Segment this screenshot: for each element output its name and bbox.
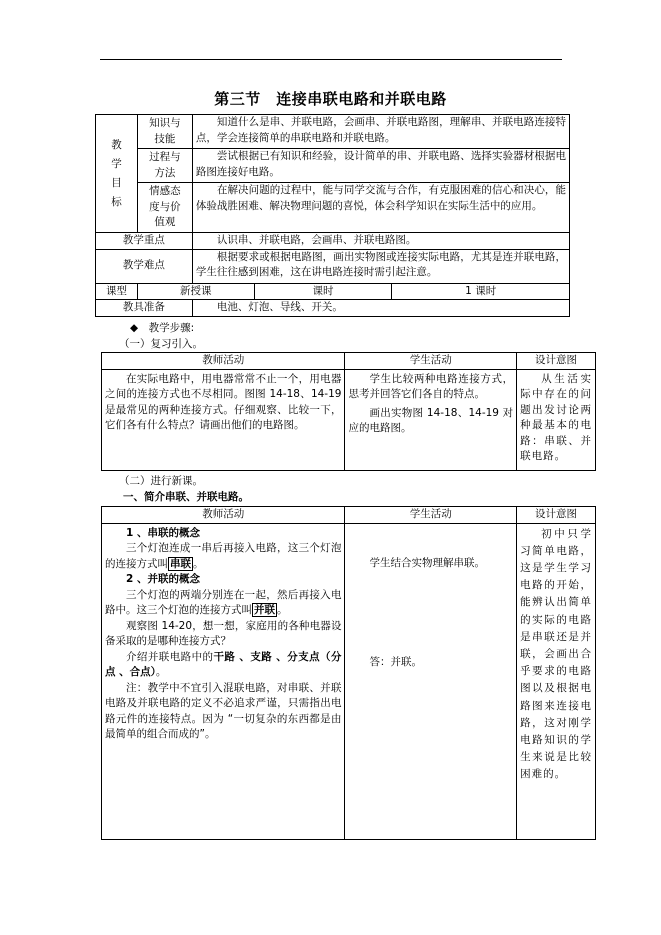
review-heading: （一）复习引入。 [119,338,203,350]
objective-label: 过程与方法 [137,149,192,183]
new-lesson-heading: （二）进行新课。 [119,475,203,487]
header-rule [100,59,562,60]
parallel-term: 并联 [254,604,275,616]
series-concept-text [105,541,341,572]
review-intent-cell [517,369,596,470]
new-teacher-cell [102,523,345,839]
series-term: 串联 [170,557,191,570]
student-series-text: 学生结合实物理解串联。 [369,556,485,569]
new-student-cell [345,523,517,839]
review-teacher-text: 在实际电路中，用电器常常不止一个，用电器之间的连接方式也不尽相同。图图 14-18、14-19 是最常见的两种连接方式。仔细观察、比较一下，它们各有什么特点？请画出他们的电路图。 [105,372,342,431]
parts-text-c: 。 [155,666,167,678]
objective-label: 知识与技能 [137,115,192,149]
lesson-type-value: 新授课 [137,283,254,300]
review-student-text-1: 学生比较两种电路连接方式，思考并回答它们各自的特点。 [348,372,514,400]
lesson-hours-label: 课时 [254,283,392,300]
col-header-student: 学生活动 [345,353,517,370]
equipment-label: 教具准备 [96,300,193,317]
col-header-intent: 设计意图 [517,507,596,524]
lesson-type-label: 课型 [96,283,138,300]
info-table [95,114,570,317]
new-intent-cell [517,523,596,839]
review-teacher-cell [102,369,345,470]
col-header-student: 学生活动 [345,507,517,524]
equipment-text: 电池、灯泡、导线、开关。 [192,300,569,317]
review-student-cell [345,369,517,470]
difficulty-label: 教学难点 [96,249,193,283]
teaching-note: 注：教学中不宜引入混联电路，对串联、并联电路及并联电路的定义不必追求严谨，只需指出电路元件的连接特点。因为 “一切复杂的东西都是由最简单的组合而成的”。 [105,681,342,740]
parts-text-a: 介绍并联电路中的 [126,650,214,663]
observe-text: 观察图 14-20，想一想，家庭用的各种电器设备采取的是哪种连接方式？ [105,619,342,647]
series-concept-title: 1 、串联的概念 [126,526,200,539]
parallel-concept-text [105,588,341,619]
new-intent-text: 初中只学习简单电路，这是学生学习电路的开始，能辨认出简单的实际的电路是串联还是并联，会画出合乎要求的电路图以及根据电路图来连接电路，这对刚学电路知识的学生来说是比较困难的。 [520,527,592,781]
col-header-teacher: 教师活动 [102,507,345,524]
parallel-text-a: 三个灯泡的两端分别连在一起，然后再接入电路中。这三个灯泡的连接方式叫 [105,588,342,616]
new-lesson-table [101,506,596,840]
key-point-text: 认识串、并联电路，会画串、并联电路图。 [192,233,569,250]
student-parallel-answer: 答：并联。 [369,656,422,668]
objective-label: 情感态度与价值观 [137,183,192,233]
col-header-intent: 设计意图 [517,353,596,370]
review-intent-text: 从生活实际中存在的问题出发讨论两种最基本的电路：串联、并联电路。 [520,372,592,462]
parallel-text-b: 。 [277,604,288,616]
steps-heading: ◆ 教学步骤: [130,322,195,334]
parallel-parts-text [105,650,341,681]
page-title: 第三节 连接串联电路和并联电路 [214,90,447,108]
section-heading: 一、简介串联、并联电路。 [123,491,249,503]
objectives-header-text: 教学目标 [111,138,122,208]
col-header-teacher: 教师活动 [102,353,345,370]
parallel-concept-title: 2 、并联的概念 [126,573,200,585]
review-student-text-2: 画出实物图 14-18、14-19 对应的电路图。 [348,406,514,434]
series-text-a: 三个灯泡连成一串后再接入电路，这三个灯泡的连接方式叫 [105,542,342,570]
series-text-b: 。 [193,557,204,570]
objective-text: 尝试根据已有知识和经验，设计简单的串、并联电路、选择实验器材根据电路图连接好电路。 [192,149,569,183]
objectives-header [96,115,138,233]
key-point-label: 教学重点 [96,233,193,250]
review-table [101,352,596,471]
difficulty-text: 根据要求或根据电路图，画出实物图或连接实际电路，尤其是连并联电路，学生往往感到困难，这在讲电路连接时需引起注意。 [192,249,569,283]
parts-terms: 干路 、支路 、分支点（分点 、合点） [105,650,342,678]
objective-text: 在解决问题的过程中，能与同学交流与合作，有克服困难的信心和决心，能体验战胜困难、解决物理问题的喜悦，体会科学知识在实际生活中的应用。 [192,183,569,233]
lesson-hours-value: 1 课时 [392,283,570,300]
objective-text: 知道什么是串、并联电路，会画串、并联电路图，理解串、并联电路连接特点，学会连接简单的串联电路和并联电路。 [192,115,569,149]
